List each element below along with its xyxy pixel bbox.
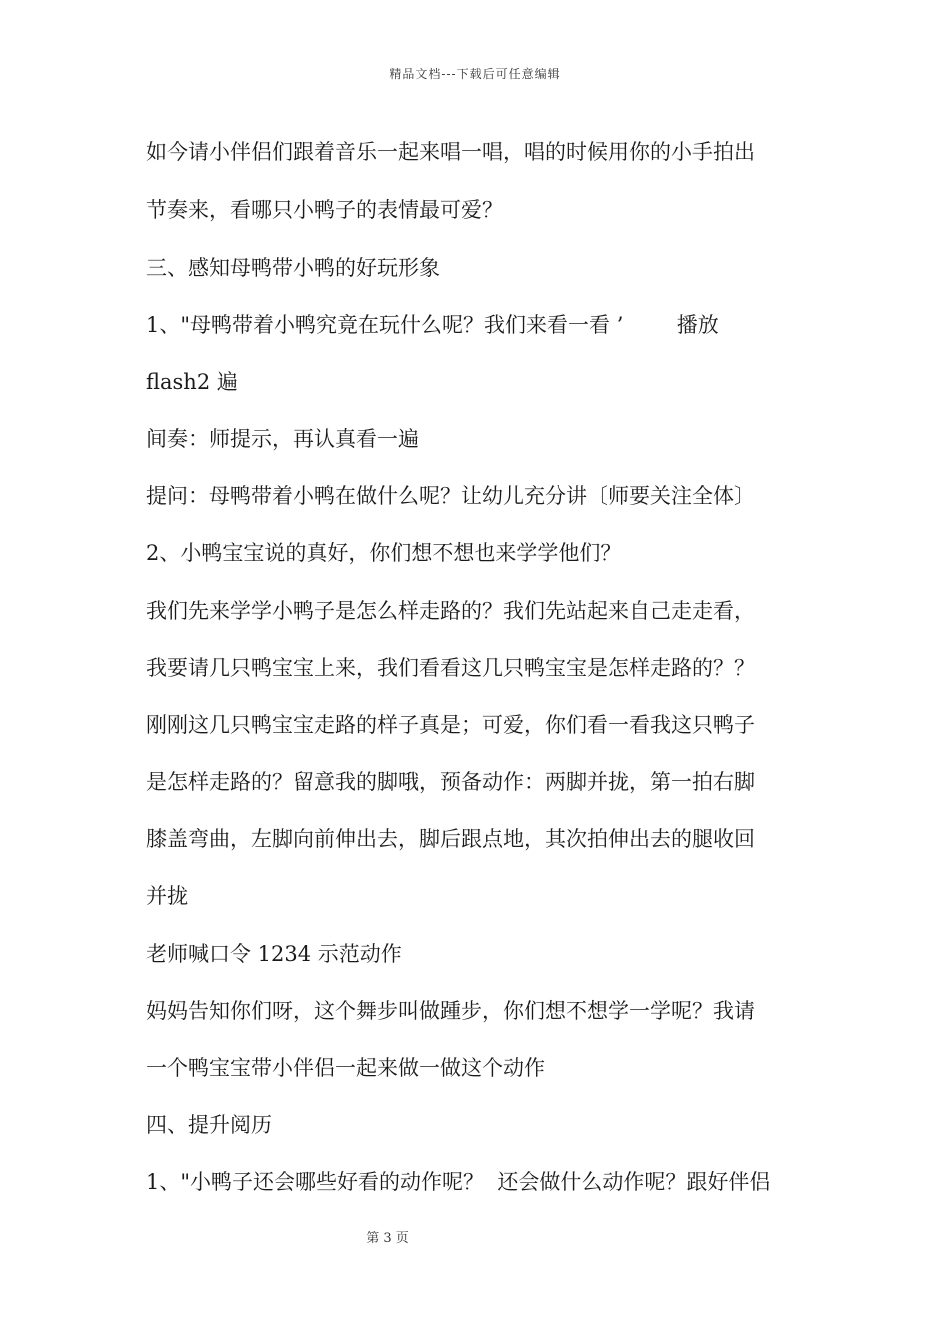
text-line-19: 1、"小鸭子还会哪些好看的动作呢？ 还会做什么动作呢？跟好伴侣 <box>146 1170 771 1194</box>
text-line-12: 是怎样走路的？留意我的脚哦，预备动作：两脚并拢，第一拍右脚 <box>146 770 755 794</box>
page-number: 第 3 页 <box>366 1231 409 1246</box>
text-line-11: 刚刚这几只鸭宝宝走路的样子真是；可爱，你们看一看我这只鸭子 <box>146 713 755 737</box>
text-line-7: 提问：母鸭带着小鸭在做什么呢？让幼儿充分讲〔师要关注全体〕 <box>146 484 755 508</box>
text-line-5: flash2 遍 <box>146 370 238 394</box>
text-line-14: 并拢 <box>146 884 188 908</box>
text-line-9: 我们先来学学小鸭子是怎么样走路的？我们先站起来自己走走看， <box>146 599 755 623</box>
text-line-8: 2、小鸭宝宝说的真好，你们想不想也来学学他们？ <box>146 541 622 565</box>
text-line-1: 如今请小伴侣们跟着音乐一起来唱一唱，唱的时候用你的小手拍出 <box>146 140 755 164</box>
text-line-17: 一个鸭宝宝带小伴侣一起来做一做这个动作 <box>146 1056 545 1080</box>
text-line-6: 间奏：师提示，再认真看一遍 <box>146 427 419 451</box>
text-line-4: 1、"母鸭带着小鸭究竟在玩什么呢？我们来看一看 ’ 播放 <box>146 313 719 337</box>
text-line-10: 我要请几只鸭宝宝上来，我们看看这几只鸭宝宝是怎样走路的？？ <box>146 656 755 680</box>
text-line-2: 节奏来，看哪只小鸭子的表情最可爱？ <box>146 198 503 222</box>
section-heading-3: 三、感知母鸭带小鸭的好玩形象 <box>146 256 440 280</box>
text-line-13: 膝盖弯曲，左脚向前伸出去，脚后跟点地，其次拍伸出去的腿收回 <box>146 827 755 851</box>
page-header: 精品文档---下载后可任意编辑 <box>389 67 561 81</box>
text-line-16: 妈妈告知你们呀，这个舞步叫做踵步，你们想不想学一学呢？我请 <box>146 999 755 1023</box>
section-heading-4: 四、提升阅历 <box>146 1113 272 1137</box>
text-line-15: 老师喊口令 1234 示范动作 <box>146 942 402 966</box>
